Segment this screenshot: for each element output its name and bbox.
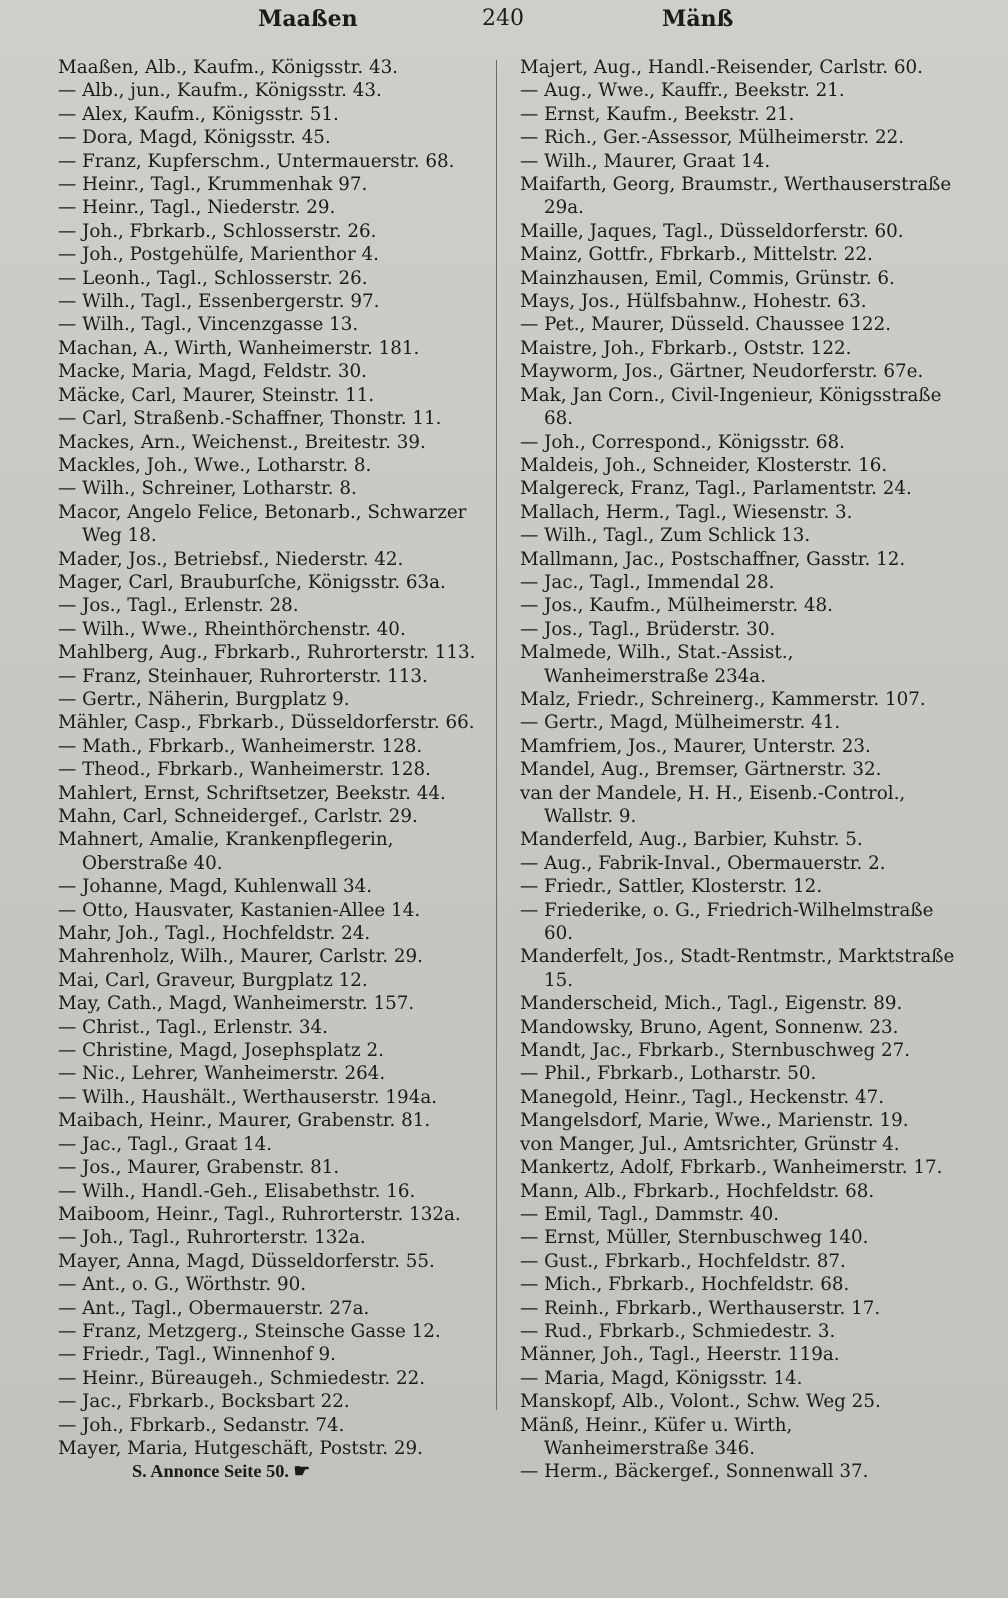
directory-entry: Majert, Aug., Handl.-Reisender, Carlstr. 60. bbox=[520, 57, 923, 78]
directory-entry: Mallmann, Jac., Postschaffner, Gasstr. 12. bbox=[520, 548, 906, 570]
directory-entry: Mainzhausen, Emil, Commis, Grünstr. 6. bbox=[520, 267, 895, 289]
directory-entry: Mak, Jan Corn., Civil-Ingenieur, Königsstraße 68. bbox=[520, 384, 942, 430]
directory-entry: — Joh., Fbrkarb., Sedanstr. 74. bbox=[58, 1414, 345, 1436]
page-header bbox=[0, 6, 1008, 42]
directory-entry: May, Cath., Magd, Wanheimerstr. 157. bbox=[58, 993, 415, 1015]
directory-entry: Mäcke, Carl, Maurer, Steinstr. 11. bbox=[58, 384, 375, 406]
directory-entry: Mager, Carl, Brauburſche, Königsstr. 63a. bbox=[58, 571, 446, 593]
directory-entry: Mahn, Carl, Schneidergef., Carlstr. 29. bbox=[58, 806, 418, 827]
directory-entry: Macke, Maria, Magd, Feldstr. 30. bbox=[58, 361, 367, 383]
directory-entry: — Wilh., Schreiner, Lotharstr. 8. bbox=[58, 478, 357, 500]
directory-entry: Manderfeld, Aug., Barbier, Kuhstr. 5. bbox=[520, 829, 863, 851]
directory-entry: — Wilh., Handl.-Geh., Elisabethstr. 16. bbox=[58, 1180, 416, 1202]
directory-entry: — Leonh., Tagl., Schlosserstr. 26. bbox=[58, 267, 368, 289]
directory-entry: Malmede, Wilh., Stat.-Assist., Wanheimerstraße 234a. bbox=[520, 642, 794, 687]
directory-entry: Mader, Jos., Betriebsf., Niederstr. 42. bbox=[58, 548, 404, 570]
header-right-keyword: Mänß bbox=[662, 6, 734, 32]
directory-entry: Mai, Carl, Graveur, Burgplatz 12. bbox=[58, 969, 368, 991]
directory-entry: Mähler, Casp., Fbrkarb., Düsseldorferstr. 66. bbox=[58, 712, 475, 734]
directory-entry: — Wilh., Wwe., Rheinthörchenstr. 40. bbox=[58, 618, 406, 640]
directory-entry: — Maria, Magd, Königsstr. 14. bbox=[520, 1367, 803, 1389]
directory-entry: Mahr, Joh., Tagl., Hochfeldstr. 24. bbox=[58, 923, 371, 945]
directory-entry: — Jac., Tagl., Graat 14. bbox=[58, 1133, 273, 1155]
header-left-keyword: Maaßen bbox=[258, 6, 358, 32]
directory-entry: — Herm., Bäckergef., Sonnenwall 37. bbox=[520, 1461, 869, 1483]
directory-entry: Mays, Jos., Hülfsbahnw., Hohestr. 63. bbox=[520, 291, 867, 313]
directory-entry: — Jos., Maurer, Grabenstr. 81. bbox=[58, 1157, 340, 1179]
directory-entry: Mayer, Maria, Hutgeschäft, Poststr. 29. bbox=[58, 1437, 423, 1459]
directory-entry: Mahrenholz, Wilh., Maurer, Carlstr. 29. bbox=[58, 946, 423, 968]
directory-entry: Malz, Friedr., Schreinerg., Kammerstr. 107. bbox=[520, 688, 926, 710]
directory-entry: — Heinr., Tagl., Krummenhak 97. bbox=[58, 174, 368, 196]
directory-entry: van der Mandele, H. H., Eisenb.-Control., Wallstr. 9. bbox=[520, 782, 906, 827]
directory-entry: Mamfriem, Jos., Maurer, Unterstr. 23. bbox=[520, 735, 871, 757]
directory-entry: — Math., Fbrkarb., Wanheimerstr. 128. bbox=[58, 735, 423, 757]
directory-entry: Manderfelt, Jos., Stadt-Rentmstr., Marktstraße 15. bbox=[520, 946, 955, 991]
directory-entry: — Phil., Fbrkarb., Lotharstr. 50. bbox=[520, 1063, 817, 1085]
directory-entry: — Christine, Magd, Josephsplatz 2. bbox=[58, 1040, 384, 1062]
directory-entry: Machan, A., Wirth, Wanheimerstr. 181. bbox=[58, 337, 420, 359]
directory-entry: Männer, Joh., Tagl., Heerstr. 119a. bbox=[520, 1344, 840, 1366]
directory-entry: — Reinh., Fbrkarb., Werthauserstr. 17. bbox=[520, 1297, 881, 1319]
directory-entry: — Joh., Postgehülfe, Marienthor 4. bbox=[58, 244, 379, 266]
directory-entry: — Pet., Maurer, Düsseld. Chaussee 122. bbox=[520, 314, 892, 336]
directory-entry: Mainz, Gottfr., Fbrkarb., Mittelstr. 22. bbox=[520, 244, 873, 266]
directory-entry: — Joh., Tagl., Ruhrorterstr. 132a. bbox=[58, 1227, 366, 1249]
directory-entry: Mahnert, Amalie, Krankenpflegerin, Oberstraße 40. bbox=[58, 829, 394, 874]
directory-entry: Mayworm, Jos., Gärtner, Neudorferstr. 67e. bbox=[520, 361, 924, 383]
directory-entry: — Jos., Kaufm., Mülheimerstr. 48. bbox=[520, 595, 833, 617]
directory-entry: Mann, Alb., Fbrkarb., Hochfeldstr. 68. bbox=[520, 1180, 875, 1202]
directory-entry: — Johanne, Magd, Kuhlenwall 34. bbox=[58, 876, 373, 898]
directory-entry: — Ernst, Müller, Sternbuschweg 140. bbox=[520, 1227, 869, 1249]
directory-entry: Manderscheid, Mich., Tagl., Eigenstr. 89. bbox=[520, 993, 903, 1015]
directory-entry: — Otto, Hausvater, Kastanien-Allee 14. bbox=[58, 899, 421, 921]
directory-entry: — Friedr., Tagl., Winnenhof 9. bbox=[58, 1344, 336, 1366]
directory-entry: Maibach, Heinr., Maurer, Grabenstr. 81. bbox=[58, 1110, 431, 1132]
directory-entry: — Jac., Fbrkarb., Bocksbart 22. bbox=[58, 1391, 350, 1413]
directory-entry: — Wilh., Haushält., Werthauserstr. 194a. bbox=[58, 1086, 438, 1108]
directory-entry: — Dora, Magd, Königsstr. 45. bbox=[58, 127, 331, 149]
directory-entry: Mänß, Heinr., Küfer u. Wirth, Wanheimerstraße 346. bbox=[520, 1414, 793, 1459]
directory-entry: — Aug., Wwe., Kauffr., Beekstr. 21. bbox=[520, 80, 845, 102]
directory-entry: — Alex, Kaufm., Königsstr. 51. bbox=[58, 103, 339, 125]
directory-entry: Mahlberg, Aug., Fbrkarb., Ruhrorterstr. 113. bbox=[58, 642, 476, 664]
right-column bbox=[520, 56, 960, 1484]
directory-entry: — Mich., Fbrkarb., Hochfeldstr. 68. bbox=[520, 1274, 850, 1296]
directory-entry: Mangelsdorf, Marie, Wwe., Marienstr. 19. bbox=[520, 1110, 909, 1132]
directory-entry: — Ernst, Kaufm., Beekstr. 21. bbox=[520, 103, 795, 125]
directory-entry: — Theod., Fbrkarb., Wanheimerstr. 128. bbox=[58, 759, 431, 781]
directory-entry: Maistre, Joh., Fbrkarb., Oststr. 122. bbox=[520, 337, 852, 359]
directory-entry: — Heinr., Tagl., Niederstr. 29. bbox=[58, 197, 336, 219]
directory-entry: — Gust., Fbrkarb., Hochfeldstr. 87. bbox=[520, 1250, 846, 1272]
directory-entry: — Ant., Tagl., Obermauerstr. 27a. bbox=[58, 1297, 370, 1319]
directory-entry: Maifarth, Georg, Braumstr., Werthauserstraße 29a. bbox=[520, 174, 952, 219]
page-number: 240 bbox=[482, 6, 524, 31]
directory-entry: — Franz, Steinhauer, Ruhrorterstr. 113. bbox=[58, 665, 428, 687]
left-column bbox=[58, 56, 498, 1484]
directory-entry: Macor, Angelo Felice, Betonarb., Schwarzer Weg 18. bbox=[58, 501, 467, 547]
directory-entry: — Heinr., Büreaugeh., Schmiedestr. 22. bbox=[58, 1367, 426, 1389]
directory-entry: Mallach, Herm., Tagl., Wiesenstr. 3. bbox=[520, 501, 853, 523]
directory-entry: Manegold, Heinr., Tagl., Heckenstr. 47. bbox=[520, 1086, 885, 1108]
directory-entry: — Wilh., Maurer, Graat 14. bbox=[520, 150, 771, 172]
directory-entry: Mahlert, Ernst, Schriftsetzer, Beekstr. 44. bbox=[58, 782, 446, 804]
directory-entry: Mandel, Aug., Bremser, Gärtnerstr. 32. bbox=[520, 759, 882, 781]
directory-entry: — Jac., Tagl., Immendal 28. bbox=[520, 571, 775, 593]
directory-entry: — Wilh., Tagl., Zum Schlick 13. bbox=[520, 525, 811, 547]
directory-entry: Mackes, Arn., Weichenst., Breitestr. 39. bbox=[58, 431, 426, 453]
directory-entry: Mayer, Anna, Magd, Düsseldorferstr. 55. bbox=[58, 1250, 435, 1272]
directory-entry: — Joh., Correspond., Königsstr. 68. bbox=[520, 431, 845, 453]
directory-entry: Mankertz, Adolf, Fbrkarb., Wanheimerstr. 17. bbox=[520, 1157, 943, 1179]
annonce-reference: S. Annonce Seite 50. ☛ bbox=[132, 1461, 310, 1482]
directory-entry: Maaßen, Alb., Kaufm., Königsstr. 43. bbox=[58, 57, 399, 78]
directory-entry: — Franz, Kupferschm., Untermauerstr. 68. bbox=[58, 150, 455, 172]
directory-entry: — Friederike, o. G., Friedrich-Wilhelmstraße 60. bbox=[520, 899, 934, 945]
directory-entry: Manskopf, Alb., Volont., Schw. Weg 25. bbox=[520, 1391, 881, 1413]
directory-entry: — Aug., Fabrik-Inval., Obermauerstr. 2. bbox=[520, 852, 886, 874]
directory-entry: — Rud., Fbrkarb., Schmiedestr. 3. bbox=[520, 1320, 836, 1342]
directory-entry: Mandt, Jac., Fbrkarb., Sternbuschweg 27. bbox=[520, 1040, 911, 1062]
directory-entry: — Carl, Straßenb.-Schaffner, Thonstr. 11. bbox=[58, 408, 442, 430]
directory-entry: — Friedr., Sattler, Klosterstr. 12. bbox=[520, 876, 823, 898]
directory-entry: — Gertr., Magd, Mülheimerstr. 41. bbox=[520, 712, 841, 734]
directory-entry: — Franz, Metzgerg., Steinsche Gasse 12. bbox=[58, 1320, 441, 1342]
directory-entry: — Ant., o. G., Wörthstr. 90. bbox=[58, 1274, 307, 1296]
directory-entry: — Wilh., Tagl., Vincenzgasse 13. bbox=[58, 314, 359, 336]
directory-entry: Maille, Jaques, Tagl., Düsseldorferstr. 60. bbox=[520, 220, 904, 242]
directory-entry: — Nic., Lehrer, Wanheimerstr. 264. bbox=[58, 1063, 386, 1085]
directory-entry: — Christ., Tagl., Erlenstr. 34. bbox=[58, 1016, 328, 1038]
directory-entry: Maldeis, Joh., Schneider, Klosterstr. 16. bbox=[520, 454, 888, 476]
directory-entry: — Rich., Ger.-Assessor, Mülheimerstr. 22. bbox=[520, 127, 905, 149]
directory-entry: Mackles, Joh., Wwe., Lotharstr. 8. bbox=[58, 454, 372, 476]
directory-entry: Maiboom, Heinr., Tagl., Ruhrorterstr. 132a. bbox=[58, 1203, 461, 1225]
directory-entry: von Manger, Jul., Amtsrichter, Grünstr 4. bbox=[520, 1133, 900, 1155]
directory-entry: — Alb., jun., Kaufm., Königsstr. 43. bbox=[58, 80, 382, 102]
directory-entry: — Gertr., Näherin, Burgplatz 9. bbox=[58, 688, 350, 710]
directory-entry: Mandowsky, Bruno, Agent, Sonnenw. 23. bbox=[520, 1016, 899, 1038]
directory-entry: — Jos., Tagl., Erlenstr. 28. bbox=[58, 595, 299, 617]
directory-entry: — Joh., Fbrkarb., Schlosserstr. 26. bbox=[58, 220, 377, 242]
directory-entry: Malgereck, Franz, Tagl., Parlamentstr. 24. bbox=[520, 478, 912, 500]
directory-entry: — Emil, Tagl., Dammstr. 40. bbox=[520, 1203, 780, 1225]
directory-entry: — Jos., Tagl., Brüderstr. 30. bbox=[520, 618, 776, 640]
directory-entry: — Wilh., Tagl., Essenbergerstr. 97. bbox=[58, 291, 380, 313]
